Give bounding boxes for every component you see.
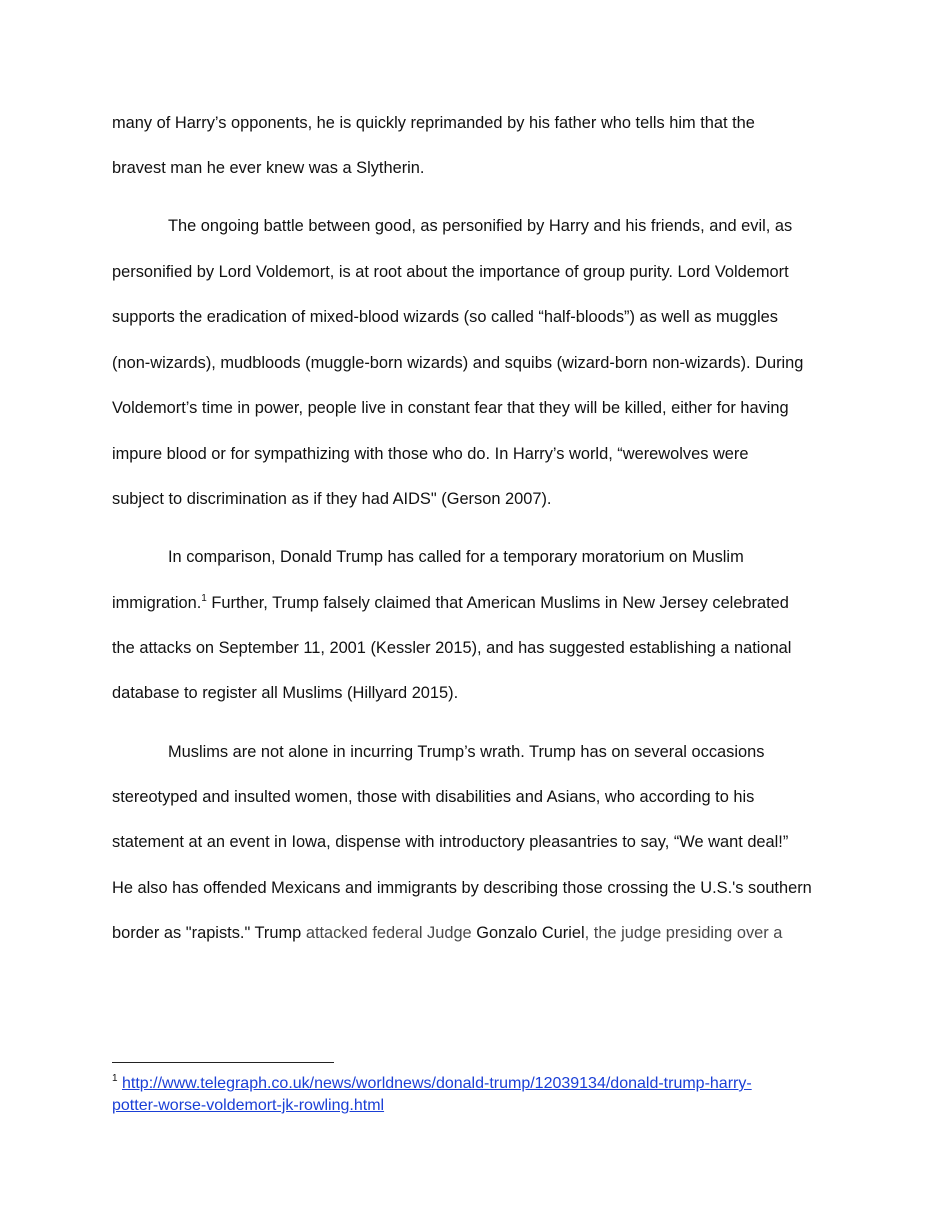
paragraph-4-line-3: statement at an event in Iowa, dispense with introductory pleasantries to say, “We want deal!”	[112, 833, 789, 851]
paragraph-4-line-1: Muslims are not alone in incurring Trump’s wrath. Trump has on several occasions	[168, 743, 765, 761]
paragraph-4-line-4: He also has offended Mexicans and immigrants by describing those crossing the U.S.'s southern	[112, 879, 812, 897]
paragraph-4-line-5-part-1: border as "rapists." Trump	[112, 924, 306, 942]
paragraph-3-line-3: the attacks on September 11, 2001 (Kessler 2015), and has suggested establishing a national	[112, 639, 792, 657]
paragraph-4-line-5	[112, 923, 782, 943]
paragraph-4-line-5-part-4: , the judge presiding over a	[584, 924, 783, 942]
paragraph-1-line-2: bravest man he ever knew was a Slytherin.	[112, 159, 425, 177]
paragraph-4-line-2: stereotyped and insulted women, those with disabilities and Asians, who according to his	[112, 788, 755, 806]
paragraph-2-line-4: (non-wizards), mudbloods (muggle-born wizards) and squibs (wizard-born non-wizards). During	[112, 354, 804, 372]
paragraph-3-line-2-start: immigration.	[112, 594, 202, 612]
footnote-url-line-1[interactable]: http://www.telegraph.co.uk/news/worldnews/donald-trump/12039134/donald-trump-harry-	[122, 1075, 752, 1092]
paragraph-2-line-6: impure blood or for sympathizing with those who do. In Harry’s world, “werewolves were	[112, 445, 749, 463]
paragraph-4-line-5-part-2: attacked federal Judge	[305, 924, 477, 942]
paragraph-4-line-5-part-3: Gonzalo Curiel	[476, 924, 585, 942]
footnote-link[interactable]	[112, 1075, 752, 1114]
footnote-url-line-2[interactable]: potter-worse-voldemort-jk-rowling.html	[112, 1097, 385, 1114]
footnote-reference-marker[interactable]: 1	[201, 593, 207, 604]
paragraph-3-line-2-end: Further, Trump falsely claimed that American Muslims in New Jersey celebrated	[206, 594, 789, 612]
paragraph-2-line-7: subject to discrimination as if they had AIDS" (Gerson 2007).	[112, 490, 552, 508]
paragraph-2-line-3: supports the eradication of mixed-blood wizards (so called “half-bloods”) as well as muggles	[112, 308, 778, 326]
paragraph-3-line-1: In comparison, Donald Trump has called for a temporary moratorium on Muslim	[168, 548, 744, 566]
paragraph-2-line-2: personified by Lord Voldemort, is at root about the importance of group purity. Lord Voldemort	[112, 263, 789, 281]
paragraph-2-line-5: Voldemort’s time in power, people live in constant fear that they will be killed, either for having	[112, 399, 789, 417]
paragraph-3-line-4: database to register all Muslims (Hillyard 2015).	[112, 684, 459, 702]
paragraph-2-line-1: The ongoing battle between good, as personified by Harry and his friends, and evil, as	[168, 217, 793, 235]
footnote-marker: 1	[112, 1073, 118, 1084]
footnote-separator	[112, 1062, 334, 1063]
footnote	[112, 1073, 842, 1117]
paragraph-1-line-1: many of Harry’s opponents, he is quickly reprimanded by his father who tells him that the	[112, 114, 755, 132]
paragraph-3-line-2	[112, 593, 789, 613]
